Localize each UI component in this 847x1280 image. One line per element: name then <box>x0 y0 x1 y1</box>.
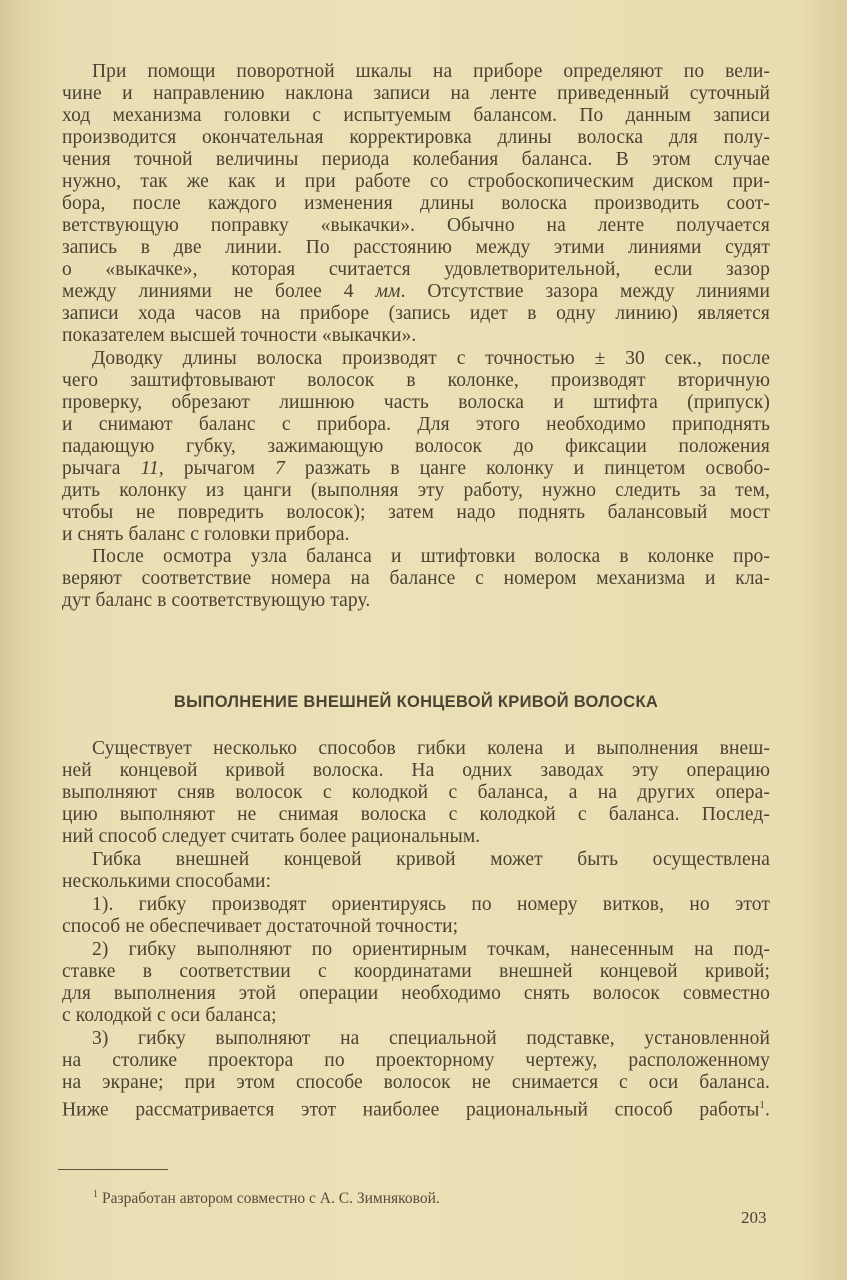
footnote <box>93 1189 440 1208</box>
text-line: ней концевой кривой волоска. На одних заводах эту операцию <box>62 760 770 781</box>
text-line: ветствующую поправку «выкачки». Обычно на ленте получается <box>62 215 770 236</box>
footnote-text: Разработан автором совместно с А. С. Зимняковой. <box>102 1190 440 1208</box>
ref-number: 7 <box>275 458 285 479</box>
unit-mm: мм <box>375 281 401 302</box>
text-line: дут баланс в соответствующую тару. <box>62 590 371 611</box>
text-line: После осмотра узла баланса и штифтовки волоска в колонке про- <box>92 546 770 567</box>
text-line: ний способ следует считать более рациональным. <box>62 826 481 847</box>
ref-number: 11 <box>140 458 159 479</box>
text-line: записи хода часов на приборе (запись идет в одну линию) является <box>62 303 770 324</box>
text-span: . Отсутствие зазора между линиями <box>400 281 770 302</box>
text-line: Существует несколько способов гибки колена и выполнения внеш- <box>92 738 770 759</box>
footnote-ref: 1 <box>759 1099 766 1111</box>
text-line: и снять баланс с головки прибора. <box>62 524 350 545</box>
text-line: При помощи поворотной шкалы на приборе определяют по вели- <box>92 61 770 82</box>
text-line: выполняют сняв волосок с колодкой с баланса, а на других опера- <box>62 782 770 803</box>
list-item-line: 3) гибку выполняют на специальной подставке, установленной <box>92 1028 770 1049</box>
list-item-line: 2) гибку выполняют по ориентирным точкам, нанесенным на под- <box>92 939 770 960</box>
text-line: нужно, так же как и при работе со стробоскопическим диском при- <box>62 171 770 192</box>
text-span: между линиями не более 4 <box>62 281 354 302</box>
text-line: чего заштифтовывают волосок в колонке, производят вторичную <box>62 370 770 391</box>
text-line: ход механизма головки с испытуемым балансом. По данным записи <box>62 105 770 126</box>
list-item-line: на экране; при этом способе волосок не снимается с оси баланса. <box>62 1072 770 1093</box>
text-line <box>62 458 770 480</box>
list-item-line: с колодкой с оси баланса; <box>62 1005 277 1026</box>
text-span: . <box>765 1099 770 1121</box>
text-line: веряют соответствие номера на балансе с номером механизма и кла- <box>62 568 770 589</box>
text-line: чения точной величины периода колебания баланса. В этом случае <box>62 149 770 170</box>
list-item-line: способ не обеспечивает достаточной точности; <box>62 916 459 937</box>
text-span: , рычагом <box>158 458 256 479</box>
text-line: цию выполняют не снимая волоска с колодкой с баланса. Послед- <box>62 804 770 825</box>
list-item-line: 1). гибку производят ориентируясь по номеру витков, но этот <box>92 894 770 915</box>
text-line: Доводку длины волоска производят с точностью ± 30 сек., после <box>92 348 770 369</box>
text-line <box>62 281 770 303</box>
text-line: падающую губку, зажимающую волосок до фиксации положения <box>62 436 770 457</box>
footnote-mark: 1 <box>93 1189 98 1200</box>
text-span: разжать в цанге колонку и пинцетом освобо- <box>284 458 770 479</box>
text-line: о «выкачке», которая считается удовлетворительной, если зазор <box>62 259 770 280</box>
list-item-line: на столике проектора по проекторному чертежу, расположенному <box>62 1050 770 1071</box>
text-span: рычага <box>62 458 121 479</box>
text-line: показателем высшей точности «выкачки». <box>62 325 417 346</box>
text-line: дить колонку из цанги (выполняя эту работу, нужно следить за тем, <box>62 480 770 501</box>
list-item-line: для выполнения этой операции необходимо снять волосок совместно <box>62 983 770 1004</box>
text-line: Гибка внешней концевой кривой может быть осуществлена <box>92 849 770 870</box>
page-number: 203 <box>741 1208 767 1227</box>
text-span: Ниже рассматривается этот наиболее рациональный способ работы <box>62 1099 760 1121</box>
text-line: проверку, обрезают лишнюю часть волоска и штифта (припуск) <box>62 392 770 413</box>
text-line: чине и направлению наклона записи на ленте приведенный суточный <box>62 83 770 104</box>
text-line: несколькими способами: <box>62 871 272 892</box>
list-item-line: ставке в соответствии с координатами внешней концевой кривой; <box>62 961 770 982</box>
text-line: и снимают баланс с прибора. Для этого необходимо приподнять <box>62 414 770 435</box>
text-line: запись в две линии. По расстоянию между этими линиями судят <box>62 237 770 258</box>
text-line: производится окончательная корректировка длины волоска для полу- <box>62 127 770 148</box>
footnote-rule <box>58 1169 168 1170</box>
section-heading: ВЫПОЛНЕНИЕ ВНЕШНЕЙ КОНЦЕВОЙ КРИВОЙ ВОЛОСКА <box>173 693 659 711</box>
text-line: чтобы не повредить волосок); затем надо поднять балансовый мост <box>62 502 770 523</box>
text-line: бора, после каждого изменения длины волоска производить соот- <box>62 193 770 214</box>
list-item-line <box>62 1094 770 1122</box>
